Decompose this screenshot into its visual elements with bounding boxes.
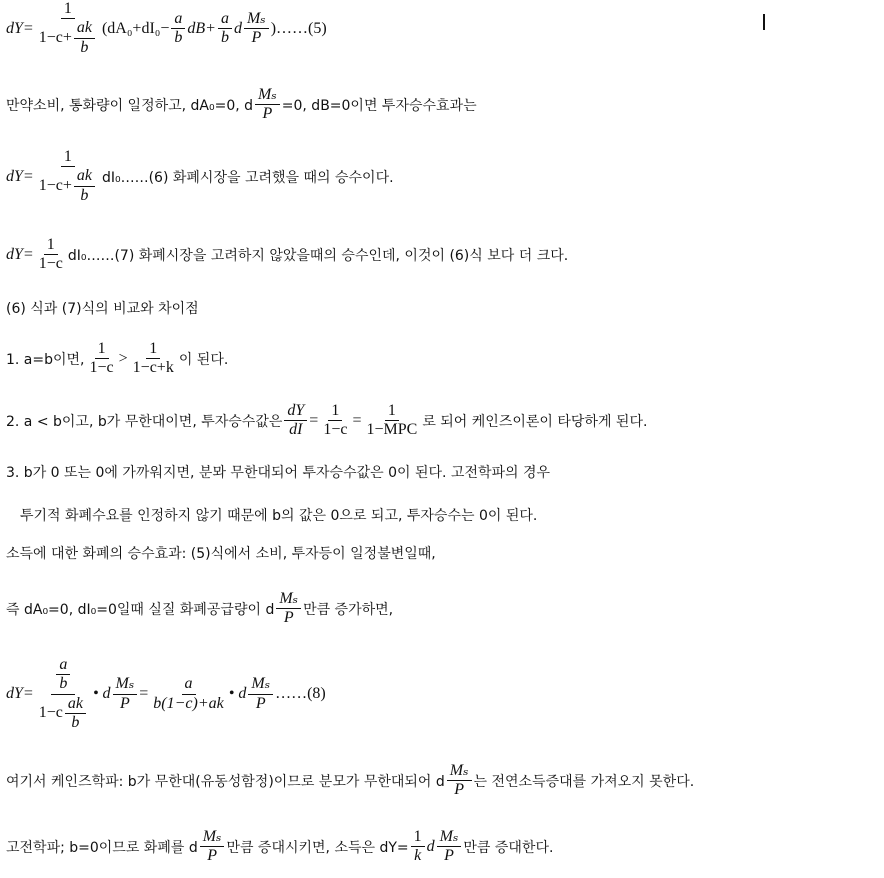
keynesian-interpretation: 여기서 케인즈학파: b가 무한대(유동성함정)이므로 분모가 무한대되어 d $\frac{\text{Mₛ}}{P}$ 는 전연소득증대를 가져오지 못한다.	[6, 762, 695, 799]
equation-8: dY= $\frac{a}{b}$ 1−c $\frac{ak}{b}$ • d $\frac{\text{Mₛ}}{P}$ = $\frac{a}{b(1-c)+ak}$ • d $\frac{\text{Mₛ}}{P}$ ……(8)	[6, 656, 326, 732]
money-supply-condition: 즉 dA₀=0, dI₀=0일때 실질 화폐공급량이 d $\frac{\text{Mₛ}}{P}$ 만큼 증가하면,	[6, 590, 394, 627]
heading-comparison: (6) 식과 (7)식의 비교와 차이점	[6, 301, 199, 317]
eq5-lhs: dY=	[6, 19, 34, 37]
money-multiplier-intro: 소득에 대한 화폐의 승수효과: (5)식에서 소비, 투자등이 일정불변일때,	[6, 546, 436, 562]
paragraph-investment-condition: 만약소비, 통화량이 일정하고, dA₀=0, d $\frac{\text{Mₛ}}{P}$ =0, dB=0이면 투자승수효과는	[6, 86, 477, 123]
classical-interpretation: 고전학파; b=0이므로 화폐를 d $\frac{\text{Mₛ}}{P}$ 만큼 증대시키면, 소득은 dY= $\frac{1}{k}$ d $\frac{\text{Mₛ}}{P}$ 만큼 증대한다.	[6, 828, 554, 865]
comparison-item-1: 1. a=b이면, $\frac{1}{1-c}$ > $\frac{1}{1-c+k}$ 이 된다.	[6, 340, 229, 377]
comparison-item-2: 2. a < b이고, b가 무한대이면, 투자승수값은 $\frac{dY}{dI}$ = $\frac{1}{1-c}$ = $\frac{1}{\text{1−MPC}}$ 로 되어 케인즈이론이 타당하게 된다.	[6, 402, 648, 439]
equation-6: dY= 1 1−c+ $\frac{ak}{b}$ dI₀……(6) 화폐시장을 고려했을 때의 승수이다.	[6, 148, 394, 204]
equation-5: dY= 1 1−c+ $\frac{ak}{b}$ (dA₀+dI₀− $\frac{a}{b}$ dB+ $\frac{a}{b}$ d $\frac{\text{Mₛ}}{P}$ )……(5)	[6, 0, 327, 56]
comparison-item-3: 3. b가 0 또는 0에 가까워지면, 분뫄 무한대되어 투자승수값은 0이 된다. 고전학파의 경우	[6, 465, 551, 481]
equation-7: dY= $\frac{1}{1-c}$ dI₀……(7) 화폐시장을 고려하지 않았을때의 승수인데, 이것이 (6)식 보다 더 크다.	[6, 236, 569, 273]
text-cursor	[763, 14, 765, 30]
comparison-item-3-continued: 투기적 화폐수요를 인정하지 않기 때문에 b의 값은 0으로 되고, 투자승수는 0이 된다.	[20, 508, 538, 524]
eq5-fraction: 1 1−c+ $\frac{ak}{b}$	[36, 0, 100, 57]
